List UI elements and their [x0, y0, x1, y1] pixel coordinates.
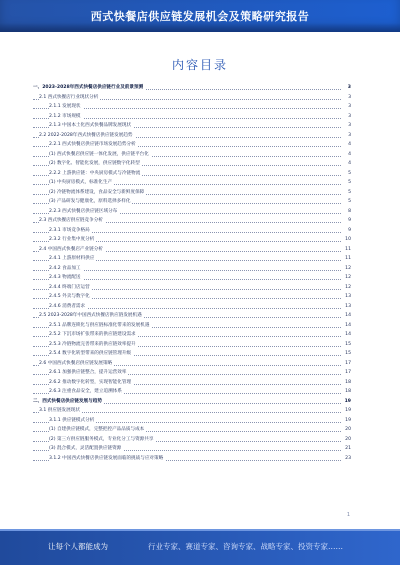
toc-entry-text: 2.5.3 冷链物流完善带来的供应链效率提升	[49, 340, 138, 350]
toc-entry[interactable]	[33, 283, 351, 293]
toc-entry[interactable]	[33, 207, 351, 217]
toc-entry-text: (3) 混合模式，灵活配置供应链资源	[49, 444, 123, 454]
toc-entry-text: (3) 产品研发与健康化，原料选择多样化	[49, 197, 132, 207]
toc-entry-page: 4	[347, 140, 351, 150]
toc-entry[interactable]	[33, 235, 351, 245]
toc-entry-page: 9	[347, 226, 351, 236]
toc-entry[interactable]	[33, 378, 351, 388]
toc-entry-text: 2.2 2022-2028年西式快餐店供应链发展趋势	[39, 131, 135, 141]
toc-entry-text: 3.1 供应链发展现状	[39, 406, 82, 416]
toc-entry-text: 2.1.1 发展现状	[49, 102, 83, 112]
toc-entry-text: 2.4.1 上游原材料供应	[49, 254, 96, 264]
toc-entry-page: 3	[347, 112, 351, 122]
toc-entry[interactable]	[33, 359, 351, 369]
toc-entry-page: 5	[347, 178, 351, 188]
toc-entry-text: 2.2.1 西式快餐店供应链市场发展趋势分析	[49, 140, 138, 150]
toc-entry-page: 3	[347, 83, 351, 93]
toc-entry-text: 2.5.4 数字化转型带来的供应链管理升级	[49, 349, 133, 359]
toc-entry-page: 18	[344, 378, 351, 388]
toc-entry-page: 3	[347, 121, 351, 131]
toc-entry-page: 19	[344, 397, 351, 407]
toc-entry[interactable]	[33, 169, 351, 179]
toc-entry-page: 20	[344, 435, 351, 445]
toc-entry[interactable]	[33, 140, 351, 150]
toc-entry[interactable]	[33, 264, 351, 274]
toc-entry-text: 2.6.3 注重食品安全，建立追溯体系	[49, 387, 124, 397]
toc-entry-page: 12	[344, 273, 351, 283]
toc-entry-page: 12	[344, 283, 351, 293]
toc-entry-text: 2.3.2 行业集中度分析	[49, 235, 96, 245]
toc-entry-text: (2) 第三方供应链服务模式，专业化分工与资源共享	[49, 435, 155, 445]
toc-entry-text: 2.4.2 食品加工	[49, 264, 83, 274]
toc-entry-page: 9	[347, 216, 351, 226]
toc-entry[interactable]	[33, 150, 351, 160]
header-banner	[0, 0, 400, 32]
toc-entry-text: 2.3 西式快餐店供应链竞争分析	[39, 216, 105, 226]
toc-entry[interactable]	[33, 368, 351, 378]
toc-entry[interactable]	[33, 178, 351, 188]
toc-entry-text: 2.5.1 品牌连锁化与供应链标准化带来的发展机遇	[49, 321, 151, 331]
toc-heading: 内容目录	[171, 58, 228, 72]
toc-entry-text: 2.2.2 上游供应链：中央厨房模式与冷链物流	[49, 169, 142, 179]
toc-entry[interactable]	[33, 302, 351, 312]
toc-entry[interactable]	[33, 245, 351, 255]
toc-entry-text: 2.1 西式快餐店行业现状分析	[39, 93, 100, 103]
toc-entry[interactable]	[33, 226, 351, 236]
toc-entry[interactable]	[33, 435, 351, 445]
toc-entry-page: 3	[347, 131, 351, 141]
toc-entry-page: 11	[344, 245, 351, 255]
toc-entry-text: 2.2.3 西式快餐店供应链区域分布	[49, 207, 119, 217]
toc-entry[interactable]	[33, 254, 351, 264]
toc-entry-page: 12	[344, 264, 351, 274]
toc-entry-page: 14	[344, 321, 351, 331]
toc-entry-page: 17	[344, 368, 351, 378]
toc-entry-text: (2) 冷链物流体系建设，食品安全与新鲜度保障	[49, 188, 146, 198]
toc-entry-page: 21	[344, 444, 351, 454]
toc-entry[interactable]	[33, 330, 351, 340]
toc-entry-page: 17	[344, 359, 351, 369]
toc-entry[interactable]	[33, 416, 351, 426]
toc-entry[interactable]	[33, 112, 351, 122]
toc-entry[interactable]	[33, 159, 351, 169]
toc-entry-page: 8	[347, 207, 351, 217]
toc-entry[interactable]	[33, 131, 351, 141]
toc-entry[interactable]	[33, 93, 351, 103]
toc-entry-text: 2.1.3 中国本土化西式快餐品牌发展现状	[49, 121, 133, 131]
toc-entry[interactable]	[33, 188, 351, 198]
toc-entry-text: (1) 西式快餐店供应链一体化发展，供应链平台化	[49, 150, 151, 160]
toc-entry[interactable]	[33, 121, 351, 131]
toc-entry-page: 19	[344, 416, 351, 426]
toc-entry-page: 15	[344, 349, 351, 359]
toc-entry-text: 2.4 中国西式快餐店产业链分析	[39, 245, 105, 255]
toc-entry-page: 13	[344, 292, 351, 302]
toc-entry-text: (1) 自建供应链模式，完整把控产品品质与成本	[49, 425, 146, 435]
toc-entry[interactable]	[33, 340, 351, 350]
toc-entry[interactable]	[33, 321, 351, 331]
toc-entry-page: 14	[344, 311, 351, 321]
toc-entry[interactable]	[33, 292, 351, 302]
toc-entry-page: 19	[344, 406, 351, 416]
footer-tagline: 行业专家、赛道专家、咨询专家、战略专家、投资专家……	[148, 542, 343, 551]
page-number-value: 1	[346, 512, 350, 518]
toc-entry-page: 20	[344, 425, 351, 435]
footer-slogan: 让每个人都能成为	[48, 542, 108, 551]
toc-entry-text: 2.3.1 市场竞争格局	[49, 226, 92, 236]
toc-entry[interactable]	[33, 311, 351, 321]
toc-entry[interactable]	[33, 444, 351, 454]
toc-entry-text: 2.6.1 加强供应链整合，提升运营效率	[49, 368, 128, 378]
toc-entry[interactable]	[33, 102, 351, 112]
toc-entry[interactable]	[33, 454, 351, 464]
toc-entry-page: 5	[347, 169, 351, 179]
toc-entry-text: 2.4.5 外卖与数字化	[49, 292, 92, 302]
toc-entry-page: 3	[347, 102, 351, 112]
toc-entry[interactable]	[33, 387, 351, 397]
toc-entry-text: 2.6 中国西式快餐店供应链发展策略	[39, 359, 114, 369]
toc-entry-page: 23	[344, 454, 351, 464]
toc-entry[interactable]	[33, 83, 351, 93]
toc-entry[interactable]	[33, 397, 351, 407]
toc-entry[interactable]	[33, 349, 351, 359]
toc-entry-page: 14	[344, 330, 351, 340]
table-of-contents	[33, 83, 351, 463]
toc-entry-text: 3.1.2 中国西式快餐店供应链发展面临的挑战与应对策略	[49, 454, 165, 464]
toc-entry-text: 2.4.4 终端门店运营	[49, 283, 92, 293]
toc-entry-page: 4	[347, 150, 351, 160]
toc-entry-page: 5	[347, 197, 351, 207]
toc-entry-text: 2.4.6 消费者需求	[49, 302, 87, 312]
toc-entry-text: (1) 中央厨房模式，标准化生产	[49, 178, 114, 188]
toc-entry[interactable]	[33, 197, 351, 207]
toc-entry[interactable]	[33, 406, 351, 416]
report-title: 西式快餐店供应链发展机会及策略研究报告	[90, 10, 310, 23]
toc-entry-text: 2.6.2 推动数字化转型，实现智能化管理	[49, 378, 133, 388]
page-number	[0, 512, 400, 518]
toc-entry-page: 15	[344, 340, 351, 350]
toc-entry[interactable]	[33, 216, 351, 226]
toc-entry-text: 2.5.2 下沉市场扩张带来的供应链建设需求	[49, 330, 138, 340]
banner-shade	[0, 23, 400, 32]
toc-entry-text: 2.1.2 市场规模	[49, 112, 83, 122]
toc-entry-page: 5	[347, 188, 351, 198]
toc-entry[interactable]	[33, 425, 351, 435]
toc-entry-page: 3	[347, 93, 351, 103]
toc-entry-page: 18	[344, 387, 351, 397]
toc-entry-text: 一、2023-2028年西式快餐店供应链行业及前景预测	[33, 83, 145, 93]
toc-entry-text: 3.1.1 供应链模式分析	[49, 416, 96, 426]
toc-entry-text: (2) 数字化、智能化发展，供应链数字化转型	[49, 159, 142, 169]
footer-divider	[0, 529, 400, 531]
toc-entry-page: 11	[344, 254, 351, 264]
toc-entry-text: 2.4.3 物流配送	[49, 273, 83, 283]
toc-entry[interactable]	[33, 273, 351, 283]
toc-entry-page: 4	[347, 159, 351, 169]
toc-entry-page: 10	[344, 235, 351, 245]
toc-entry-page: 13	[344, 302, 351, 312]
toc-entry-text: 二、西式快餐店供应链发展与趋势	[33, 397, 104, 407]
toc-entry-text: 2.5 2023-2028年中国西式快餐店供应链发展机遇	[39, 311, 144, 321]
